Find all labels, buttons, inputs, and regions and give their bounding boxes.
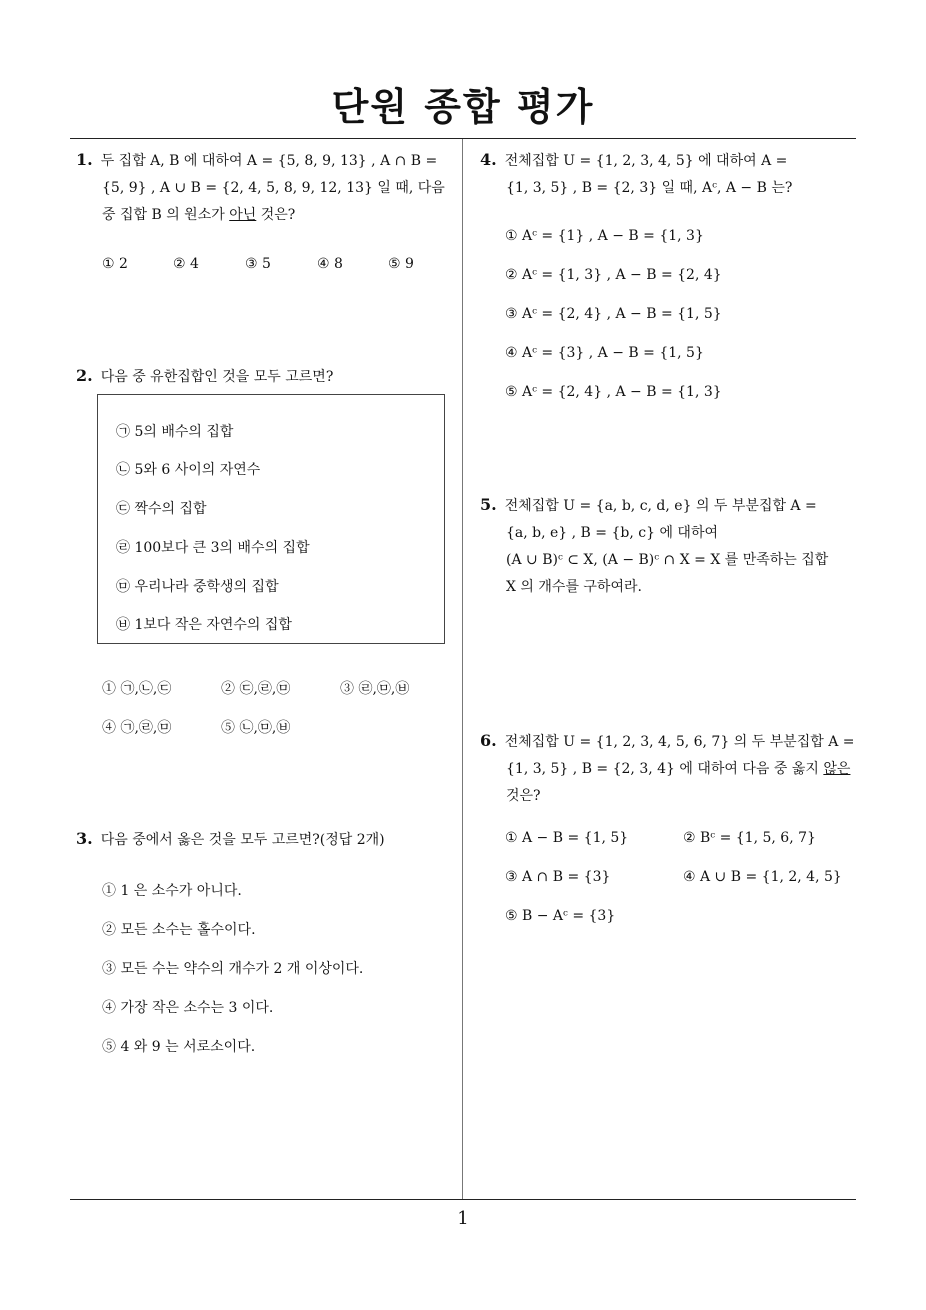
question-2 xyxy=(76,362,456,391)
answer-option[interactable]: ⑤ B − Aᶜ = {3} xyxy=(505,908,616,924)
question-text-line: 전체집합 U = {a, b, c, d, e} 의 두 부분집합 A = xyxy=(504,498,817,514)
page-title: 단원 종합 평가 xyxy=(331,85,595,129)
question-1 xyxy=(76,146,456,229)
answer-option[interactable]: ① 1 은 소수가 아니다. xyxy=(102,883,242,899)
question-number: 5. xyxy=(480,495,497,514)
answer-option[interactable]: ② Aᶜ = {1, 3} , A − B = {2, 4} xyxy=(505,267,722,283)
bottom-rule xyxy=(70,1199,856,1200)
answer-option[interactable]: ② 모든 소수는 홀수이다. xyxy=(102,922,256,938)
answer-option[interactable]: ③ 5 xyxy=(245,256,271,272)
text-fragment: 것은? xyxy=(256,207,296,223)
question-text-line: 두 집합 A, B 에 대하여 A = {5, 8, 9, 13} , A ∩ B = xyxy=(100,153,438,169)
question-6 xyxy=(480,727,860,810)
question-text-line: {1, 3, 5} , B = {2, 3} 일 때, Aᶜ, A − B 는? xyxy=(506,180,793,196)
answer-option[interactable]: ① Aᶜ = {1} , A − B = {1, 3} xyxy=(505,228,704,244)
answer-option[interactable]: ④ 8 xyxy=(317,256,343,272)
question-text-line xyxy=(480,756,860,783)
answer-option[interactable]: ④ Aᶜ = {3} , A − B = {1, 5} xyxy=(505,345,704,361)
question-number: 6. xyxy=(480,731,497,750)
question-text-line: 전체집합 U = {1, 2, 3, 4, 5} 에 대하여 A = xyxy=(504,153,788,169)
question-text-line: {a, b, e} , B = {b, c} 에 대하여 xyxy=(506,525,718,541)
answer-option[interactable]: ⑤ ㉡,㉤,㉥ xyxy=(221,720,291,736)
question-text-line: 전체집합 U = {1, 2, 3, 4, 5, 6, 7} 의 두 부분집합 A = xyxy=(504,734,855,750)
answer-option[interactable]: ④ A ∪ B = {1, 2, 4, 5} xyxy=(683,869,842,885)
box-item: ㉣ 100보다 큰 3의 배수의 집합 xyxy=(116,540,310,556)
box-item: ㉤ 우리나라 중학생의 집합 xyxy=(116,579,279,595)
answer-option[interactable]: ⑤ 9 xyxy=(388,256,414,272)
question-4 xyxy=(480,146,860,202)
question-number: 2. xyxy=(76,366,93,385)
answer-option[interactable]: ② ㉢,㉣,㉤ xyxy=(221,681,291,697)
box-item: ㉠ 5의 배수의 집합 xyxy=(116,424,234,440)
answer-option[interactable]: ③ Aᶜ = {2, 4} , A − B = {1, 5} xyxy=(505,306,722,322)
box-item: ㉥ 1보다 작은 자연수의 집합 xyxy=(116,617,292,633)
underlined-word: 아닌 xyxy=(229,207,257,223)
condition-box xyxy=(97,394,445,644)
answer-option[interactable]: ③ 모든 수는 약수의 개수가 2 개 이상이다. xyxy=(102,961,364,977)
answer-option[interactable]: ① 2 xyxy=(102,256,128,272)
question-number: 1. xyxy=(76,150,93,169)
question-text-line: (A ∪ B)ᶜ ⊂ X, (A − B)ᶜ ∩ X = X 를 만족하는 집합 xyxy=(506,552,829,568)
question-number: 3. xyxy=(76,829,93,848)
answer-option[interactable]: ② Bᶜ = {1, 5, 6, 7} xyxy=(683,830,816,846)
answer-option[interactable]: ⑤ 4 와 9 는 서로소이다. xyxy=(102,1039,256,1055)
question-text: 다음 중 유한집합인 것을 모두 고르면? xyxy=(100,369,334,385)
answer-option[interactable]: ④ ㉠,㉣,㉤ xyxy=(102,720,172,736)
answer-option[interactable]: ③ ㉣,㉤,㉥ xyxy=(340,681,410,697)
question-3 xyxy=(76,825,456,854)
underlined-word: 않은 xyxy=(823,761,851,777)
question-text: 다음 중에서 옳은 것을 모두 고르면?(정답 2개) xyxy=(100,832,385,848)
question-number: 4. xyxy=(480,150,497,169)
answer-option[interactable]: ① ㉠,㉡,㉢ xyxy=(102,681,172,697)
text-fragment: {1, 3, 5} , B = {2, 3, 4} 에 대하여 다음 중 옳지 xyxy=(506,761,824,777)
box-item: ㉡ 5와 6 사이의 자연수 xyxy=(116,462,261,478)
top-rule xyxy=(70,138,856,139)
question-5 xyxy=(480,491,860,601)
box-item: ㉢ 짝수의 집합 xyxy=(116,501,207,517)
column-divider xyxy=(462,139,463,1199)
page-number: 1 xyxy=(457,1208,469,1229)
question-text-line: 것은? xyxy=(506,788,541,804)
question-text-line: X 의 개수를 구하여라. xyxy=(506,579,642,595)
text-fragment: 중 집합 B 의 원소가 xyxy=(102,207,230,223)
answer-option[interactable]: ④ 가장 작은 소수는 3 이다. xyxy=(102,1000,274,1016)
question-text-line: {5, 9} , A ∪ B = {2, 4, 5, 8, 9, 12, 13} 일 때, 다음 xyxy=(102,180,445,196)
answer-option[interactable]: ⑤ Aᶜ = {2, 4} , A − B = {1, 3} xyxy=(505,384,722,400)
question-text-line xyxy=(76,202,456,229)
answer-option[interactable]: ② 4 xyxy=(173,256,199,272)
answer-option[interactable]: ① A − B = {1, 5} xyxy=(505,830,629,846)
answer-option[interactable]: ③ A ∩ B = {3} xyxy=(505,869,611,885)
